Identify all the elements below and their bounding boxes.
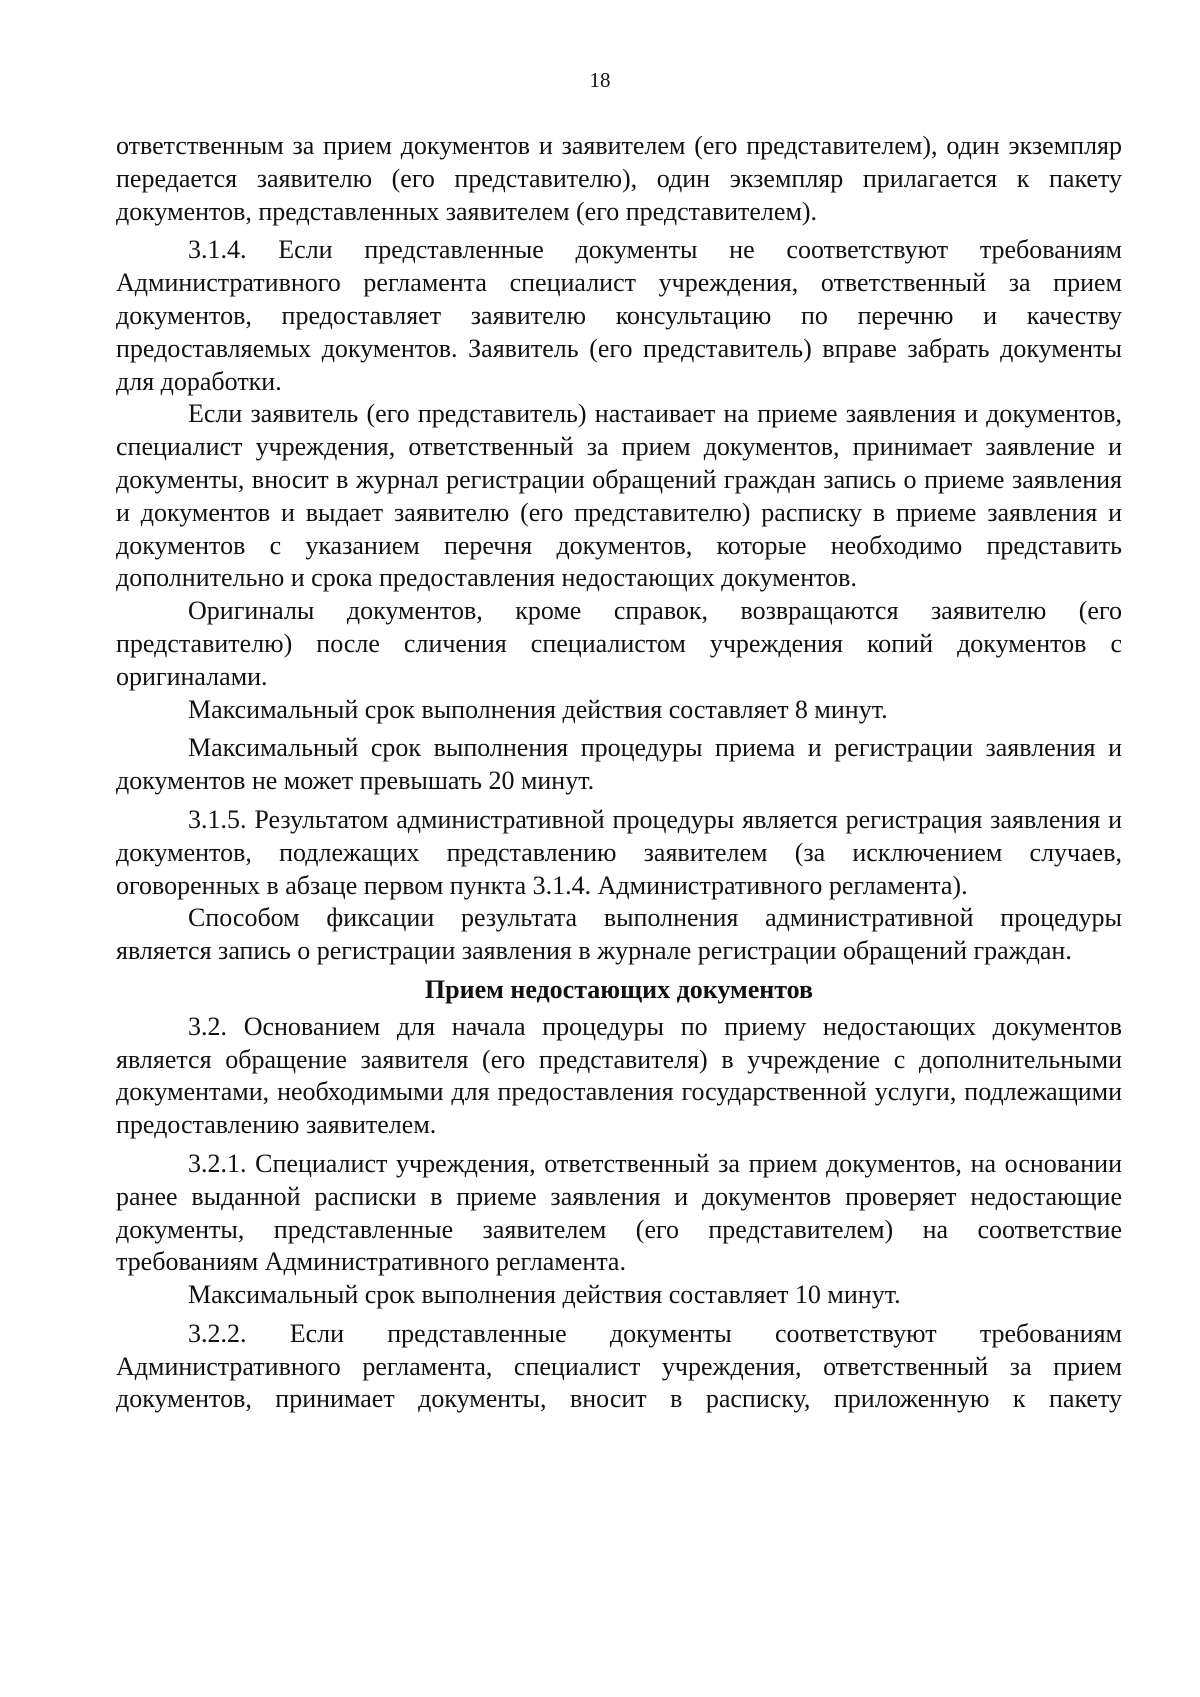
document-body xyxy=(116,130,1122,1416)
paragraph-3-2-2: 3.2.2. Если представленные документы соответствуют требованиям Административного регламента, специалист учреждения, ответственный за прием документов, принимает документы, вносит в расписку, приложенную к пакету xyxy=(116,1318,1122,1414)
paragraph-3-2-1: 3.2.1. Специалист учреждения, ответственный за прием документов, на основании ранее выданной расписки в приеме заявления и документов проверяет недостающие документы, представленные заявителем (его представителем) на соответствие требованиям Административного регламента. xyxy=(116,1148,1122,1277)
paragraph-max-time-20: Максимальный срок выполнения процедуры приема и регистрации заявления и документов не может превышать 20 минут. xyxy=(116,733,1122,796)
paragraph-applicant-insists: Если заявитель (его представитель) настаивает на приеме заявления и документов, специалист учреждения, ответственный за прием документов, принимает заявление и документы, вносит в журнал регистрации обращений граждан запись о приеме заявления и документов и выдает заявителю (его представителю) расписку в приеме заявления и документов с указанием перечня документов, которые необходимо представить дополнительно и срока предоставления недостающих документов. xyxy=(116,399,1122,593)
paragraph-3-1-5: 3.1.5. Результатом административной процедуры является регистрация заявления и документов, подлежащих представлению заявителем (за исключением случаев, оговоренных в абзаце первом пункта 3.1.4. Административного регламента). xyxy=(116,804,1122,900)
paragraph-fixation-method: Способом фиксации результата выполнения административной процедуры является запись о регистрации заявления в журнале регистрации обращений граждан. xyxy=(116,903,1122,966)
paragraph-max-time-8: Максимальный срок выполнения действия составляет 8 минут. xyxy=(188,694,888,724)
section-heading: Прием недостающих документов xyxy=(424,974,814,1004)
page-number: 18 xyxy=(589,68,611,92)
paragraph-3-1-4: 3.1.4. Если представленные документы не соответствуют требованиям Административного регламента специалист учреждения, ответственный за прием документов, предоставляет заявителю консультацию по перечню и качеству предоставляемых документов. Заявитель (его представитель) вправе забрать документы для доработки. xyxy=(116,235,1122,396)
paragraph-3-2: 3.2. Основанием для начала процедуры по приему недостающих документов является обращение заявителя (его представителя) в учреждение с дополнительными документами, необходимыми для предоставления государственной услуги, подлежащими предоставлению заявителем. xyxy=(116,1011,1122,1140)
paragraph-originals-returned: Оригиналы документов, кроме справок, возвращаются заявителю (его представителю) после сличения специалистом учреждения копий документов с оригиналами. xyxy=(116,596,1122,691)
paragraph-continuation: ответственным за прием документов и заявителем (его представителем), один экземпляр передается заявителю (его представителю), один экземпляр прилагается к пакету документов, представленных заявителем (его представителем). xyxy=(116,131,1122,226)
paragraph-max-time-10: Максимальный срок выполнения действия составляет 10 минут. xyxy=(188,1280,901,1310)
